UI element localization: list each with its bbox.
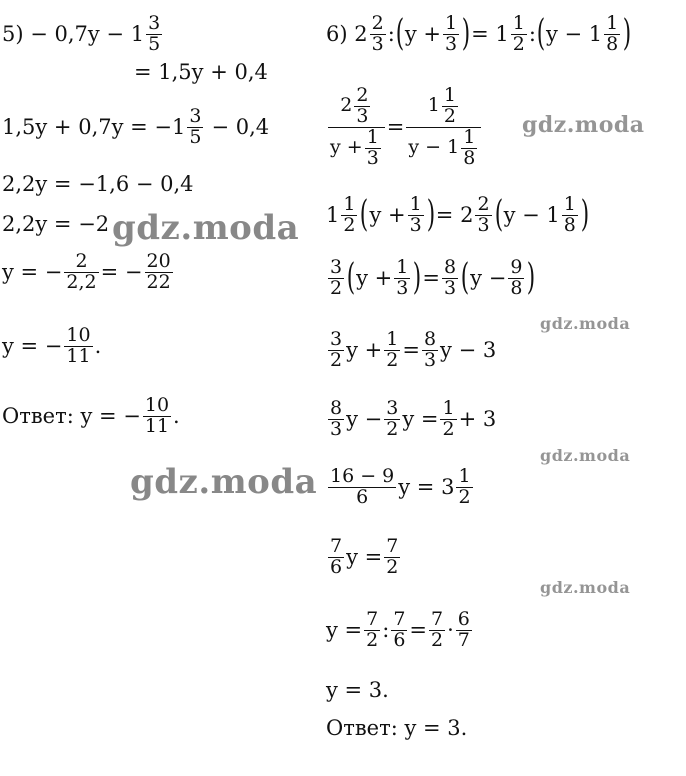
numerator: 1 bbox=[343, 193, 356, 215]
text: . bbox=[94, 333, 102, 358]
right-line-6 bbox=[326, 399, 496, 440]
text: y − bbox=[470, 265, 507, 290]
denominator: 6 bbox=[393, 628, 406, 651]
text: y − bbox=[346, 406, 383, 431]
fraction bbox=[391, 610, 407, 651]
denominator: 6 bbox=[330, 555, 343, 578]
denominator: 3 bbox=[423, 348, 437, 371]
fraction bbox=[422, 330, 438, 371]
numerator: 1 bbox=[606, 12, 619, 34]
denominator: 2 bbox=[512, 32, 525, 55]
denominator: 5 bbox=[148, 32, 161, 55]
right-line-11: Ответ: y = 3. bbox=[326, 716, 468, 740]
text: 1 bbox=[326, 202, 340, 227]
denominator: 5 bbox=[189, 125, 202, 148]
denominator: 3 bbox=[371, 32, 384, 55]
fraction bbox=[443, 14, 459, 55]
numerator: 16 − 9 bbox=[330, 465, 395, 487]
fraction bbox=[146, 14, 162, 55]
text: y − 1 bbox=[503, 202, 560, 227]
denominator: 3 bbox=[444, 276, 457, 299]
text: = bbox=[422, 265, 441, 290]
fraction bbox=[187, 107, 203, 148]
fraction bbox=[384, 399, 400, 440]
denominator: y + $\frac{1}{3}$ bbox=[330, 125, 379, 169]
denominator: 8 bbox=[563, 213, 576, 236]
watermark: gdz.moda bbox=[522, 112, 645, 138]
denominator: 2 bbox=[431, 628, 444, 651]
fraction bbox=[442, 258, 458, 299]
left-line-8 bbox=[2, 396, 180, 437]
text: · bbox=[447, 617, 454, 642]
text: y − 3 bbox=[440, 337, 497, 362]
numerator: 9 bbox=[510, 256, 523, 278]
denominator: 2,2 bbox=[66, 270, 97, 293]
text: 5) − 0,7y − 1 bbox=[2, 21, 145, 46]
numerator: 3 bbox=[148, 12, 161, 34]
fraction bbox=[143, 396, 171, 437]
fraction bbox=[456, 467, 472, 508]
right-line-5 bbox=[326, 330, 496, 371]
fraction bbox=[145, 252, 173, 293]
right-line-4: $\frac{3}{2}$ ( y + $\frac{1}{3}$ ) = $\frac{8}{3}$ ( y − $\frac{9}{8}$ ) bbox=[330, 256, 536, 299]
left-line-7 bbox=[2, 326, 101, 367]
denominator: 3 bbox=[477, 213, 490, 236]
text: : bbox=[528, 21, 536, 46]
text: y = bbox=[346, 544, 383, 569]
text: = bbox=[386, 114, 405, 139]
fraction bbox=[562, 195, 578, 236]
numerator: 2 $\frac{2}{3}$ bbox=[340, 84, 369, 127]
denominator: 11 bbox=[144, 414, 170, 437]
text: y + bbox=[356, 265, 393, 290]
denominator: 2 bbox=[386, 348, 399, 371]
text: + 3 bbox=[458, 406, 497, 431]
text: − 0,4 bbox=[211, 114, 270, 139]
left-line-6 bbox=[2, 252, 175, 293]
denominator: 11 bbox=[66, 344, 91, 367]
text: y = bbox=[402, 406, 439, 431]
denominator: 6 bbox=[356, 485, 369, 508]
right-line-9 bbox=[326, 610, 474, 651]
fraction bbox=[384, 537, 400, 578]
left-line-2: = 1,5y + 0,4 bbox=[134, 60, 268, 84]
numerator: 2 bbox=[75, 250, 88, 272]
numerator: 3 bbox=[386, 397, 399, 419]
numerator: 1 $\frac{1}{2}$ bbox=[427, 84, 456, 127]
numerator: 8 bbox=[423, 328, 437, 350]
denominator: 3 bbox=[444, 32, 458, 55]
left-line-3 bbox=[2, 107, 269, 148]
right-line-7 bbox=[326, 467, 475, 508]
denominator: 3 bbox=[396, 276, 409, 299]
numerator: 2 bbox=[477, 193, 490, 215]
fraction bbox=[440, 399, 456, 440]
text: = 1 bbox=[471, 21, 509, 46]
numerator: 7 bbox=[393, 608, 406, 630]
fraction bbox=[328, 258, 344, 299]
numerator: 7 bbox=[386, 535, 399, 557]
fraction bbox=[328, 467, 396, 508]
text: y − 1 bbox=[545, 21, 603, 46]
fraction bbox=[364, 610, 380, 651]
right-line-3: 1 $\frac{1}{2}$ ( y + $\frac{1}{3}$ ) = 2 $\frac{2}{3}$ ( y − 1 $\frac{1}{8}$ ) bbox=[326, 193, 590, 236]
fraction bbox=[408, 195, 424, 236]
fraction bbox=[429, 610, 445, 651]
denominator: 22 bbox=[146, 270, 171, 293]
right-line-2 bbox=[326, 86, 483, 169]
numerator: 1 bbox=[444, 12, 458, 34]
numerator: 7 bbox=[330, 535, 343, 557]
right-line-10: y = 3. bbox=[326, 678, 389, 702]
right-line-1: 6) 2 $\frac{2}{3}$ : ( y + $\frac{1}{3}$ ) = 1 $\frac{1}{2}$ : ( y − 1 $\frac{1}{8}$ ) bbox=[326, 12, 632, 55]
denominator: 3 bbox=[409, 213, 422, 236]
numerator: 3 bbox=[330, 256, 343, 278]
answer-text: Ответ: y = − bbox=[2, 403, 141, 428]
numerator: 7 bbox=[366, 608, 379, 630]
left-line-4: 2,2y = −1,6 − 0,4 bbox=[2, 172, 194, 196]
text: = bbox=[402, 337, 420, 362]
text: : bbox=[382, 617, 390, 642]
numerator: 20 bbox=[146, 250, 171, 272]
text: . bbox=[173, 403, 180, 428]
watermark: gdz.moda bbox=[540, 314, 631, 333]
denominator: 2 bbox=[386, 417, 399, 440]
numerator: 10 bbox=[144, 394, 170, 416]
text: y = 3 bbox=[398, 474, 455, 499]
denominator: 2 bbox=[330, 276, 343, 299]
fraction bbox=[370, 14, 386, 55]
complex-fraction bbox=[328, 86, 385, 169]
denominator: y − 1 $\frac{1}{8}$ bbox=[408, 125, 476, 169]
text: y + bbox=[346, 337, 383, 362]
fraction bbox=[394, 258, 410, 299]
watermark: gdz.moda bbox=[130, 462, 318, 502]
watermark: gdz.moda bbox=[540, 578, 631, 597]
fraction bbox=[328, 399, 344, 440]
fraction bbox=[511, 14, 527, 55]
numerator: 1 bbox=[396, 256, 409, 278]
fraction bbox=[456, 610, 472, 651]
denominator: 2 bbox=[343, 213, 356, 236]
numerator: 8 bbox=[444, 256, 457, 278]
denominator: 8 bbox=[606, 32, 619, 55]
fraction bbox=[475, 195, 491, 236]
denominator: 7 bbox=[457, 628, 470, 651]
text: y = − bbox=[2, 333, 63, 358]
numerator: 1 bbox=[458, 465, 471, 487]
complex-fraction bbox=[406, 86, 481, 169]
watermark: gdz.moda bbox=[112, 208, 300, 248]
denominator: 2 bbox=[386, 555, 399, 578]
fraction bbox=[384, 330, 400, 371]
numerator: 1 bbox=[409, 193, 422, 215]
denominator: 2 bbox=[458, 485, 471, 508]
text: = − bbox=[100, 259, 143, 284]
left-line-5: 2,2y = −2 bbox=[2, 212, 110, 236]
text: y = − bbox=[2, 259, 63, 284]
numerator: 1 bbox=[442, 397, 455, 419]
fraction bbox=[328, 330, 344, 371]
text: = bbox=[409, 617, 428, 642]
text: y = bbox=[326, 617, 363, 642]
numerator: 6 bbox=[457, 608, 470, 630]
text: y + bbox=[369, 202, 406, 227]
text: 1,5y + 0,7y = −1 bbox=[2, 114, 186, 139]
numerator: 3 bbox=[189, 105, 202, 127]
numerator: 1 bbox=[563, 193, 576, 215]
fraction bbox=[64, 326, 92, 367]
fraction bbox=[508, 258, 524, 299]
numerator: 7 bbox=[431, 608, 444, 630]
text: 6) 2 bbox=[326, 21, 368, 46]
right-line-8 bbox=[326, 537, 402, 578]
numerator: 8 bbox=[330, 397, 343, 419]
numerator: 2 bbox=[371, 12, 384, 34]
denominator: 8 bbox=[510, 276, 523, 299]
text: y + bbox=[404, 21, 441, 46]
denominator: 2 bbox=[330, 348, 343, 371]
watermark: gdz.moda bbox=[540, 446, 631, 465]
numerator: 3 bbox=[330, 328, 343, 350]
fraction bbox=[64, 252, 98, 293]
numerator: 1 bbox=[512, 12, 525, 34]
fraction bbox=[604, 14, 620, 55]
left-line-1 bbox=[2, 14, 164, 55]
numerator: 1 bbox=[386, 328, 399, 350]
fraction bbox=[341, 195, 357, 236]
denominator: 2 bbox=[442, 417, 455, 440]
text: : bbox=[387, 21, 395, 46]
numerator: 10 bbox=[66, 324, 91, 346]
text: = 2 bbox=[435, 202, 474, 227]
denominator: 2 bbox=[366, 628, 379, 651]
fraction bbox=[328, 537, 344, 578]
denominator: 3 bbox=[330, 417, 343, 440]
